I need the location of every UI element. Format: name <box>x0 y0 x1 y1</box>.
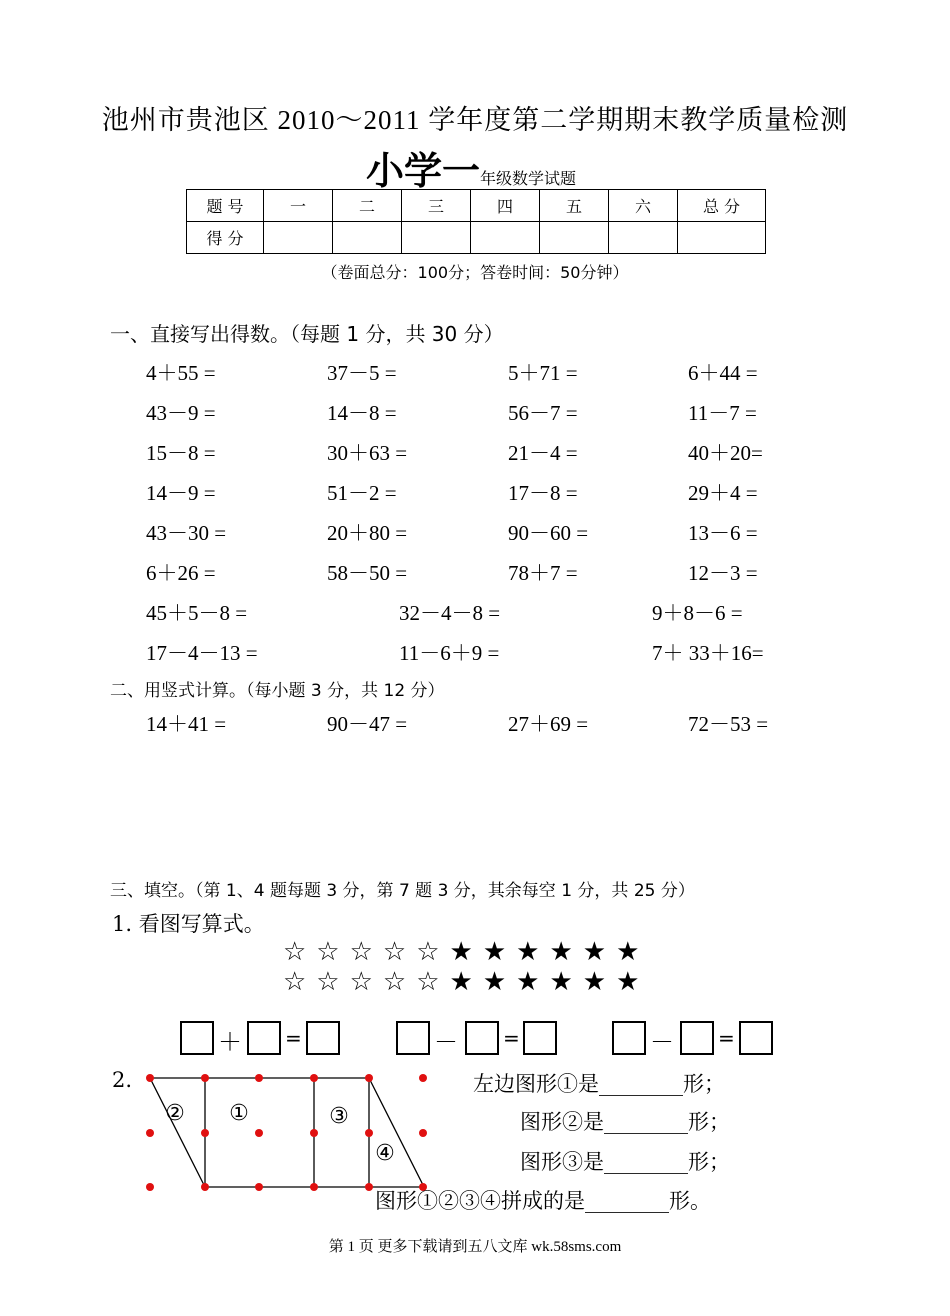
score-cell: 一 <box>264 190 333 222</box>
score-cell: 六 <box>609 190 678 222</box>
problem: 90－47 = <box>327 712 408 736</box>
grid-dot <box>365 1129 373 1137</box>
fill-line: 左边图形①是________形； <box>473 1072 725 1096</box>
fill-line: 图形②是________形； <box>520 1110 730 1134</box>
problem: 6＋44 = <box>688 361 758 385</box>
question-2-label: 2. <box>112 1068 133 1092</box>
answer-box[interactable] <box>247 1021 281 1055</box>
equals-sign: = <box>285 1026 302 1050</box>
score-cell: 五 <box>540 190 609 222</box>
problem: 12－3 = <box>688 561 758 585</box>
problem: 13－6 = <box>688 521 758 545</box>
problem: 45＋5－8 = <box>146 601 248 625</box>
score-cell: 四 <box>471 190 540 222</box>
fill-line: 图形①②③④拼成的是________形。 <box>375 1189 711 1213</box>
score-table-header-row <box>187 190 766 222</box>
grid-dot <box>365 1183 373 1191</box>
problem: 14－9 = <box>146 481 216 505</box>
problem: 40＋20= <box>688 441 763 465</box>
exam-title: 池州市贵池区 2010～2011 学年度第二学期期末教学质量检测 <box>101 105 849 135</box>
problem: 5＋71 = <box>508 361 578 385</box>
score-cell: 得 分 <box>187 222 264 254</box>
equals-sign: = <box>503 1026 520 1050</box>
problem: 43－9 = <box>146 401 216 425</box>
problem: 11－6＋9 = <box>399 641 500 665</box>
score-entry[interactable] <box>678 222 766 254</box>
score-cell: 题 号 <box>187 190 264 222</box>
score-table <box>186 189 766 254</box>
stars-row: ☆☆☆☆☆★★★★★★ <box>283 937 650 967</box>
grid-dots <box>146 1074 427 1191</box>
answer-box[interactable] <box>396 1021 430 1055</box>
problem: 20＋80 = <box>327 521 408 545</box>
grid-dot <box>201 1183 209 1191</box>
problem: 90－60 = <box>508 521 589 545</box>
score-entry[interactable] <box>333 222 402 254</box>
page-footer: 第 1 页 更多下载请到五八文库 wk.58sms.com <box>328 1239 622 1255</box>
grid-dot <box>310 1183 318 1191</box>
problem: 21－4 = <box>508 441 578 465</box>
answer-box[interactable] <box>612 1021 646 1055</box>
grid-dot <box>255 1074 263 1082</box>
grid-dot <box>255 1129 263 1137</box>
score-entry[interactable] <box>402 222 471 254</box>
problem: 32－4－8 = <box>399 601 501 625</box>
answer-box[interactable] <box>739 1021 773 1055</box>
problem: 27＋69 = <box>508 712 589 736</box>
shape-label: ① <box>229 1101 249 1126</box>
section2-heading: 二、用竖式计算。（每小题 3 分，共 12 分） <box>110 681 445 701</box>
problem: 17－4－13 = <box>146 641 258 665</box>
problem: 11－7 = <box>688 401 757 425</box>
grid-dot <box>146 1183 154 1191</box>
question-1-label: 1. 看图写算式。 <box>112 912 265 936</box>
problem: 9＋8－6 = <box>652 601 743 625</box>
plus-sign: ＋ <box>218 1028 242 1056</box>
problem: 17－8 = <box>508 481 578 505</box>
problem: 6＋26 = <box>146 561 216 585</box>
answer-box[interactable] <box>180 1021 214 1055</box>
stars-row: ☆☆☆☆☆★★★★★★ <box>283 967 650 997</box>
grid-dot <box>146 1129 154 1137</box>
answer-box[interactable] <box>523 1021 557 1055</box>
exam-subtitle <box>366 140 576 195</box>
subtitle-subject: 年级数学试题 <box>480 169 577 188</box>
answer-box[interactable] <box>680 1021 714 1055</box>
problem: 51－2 = <box>327 481 397 505</box>
problem: 15－8 = <box>146 441 216 465</box>
grid-dot <box>201 1129 209 1137</box>
shape-label: ③ <box>329 1104 349 1129</box>
score-table-score-row <box>187 222 766 254</box>
grid-dot <box>201 1074 209 1082</box>
shape-figure <box>135 1065 435 1200</box>
problem: 58－50 = <box>327 561 408 585</box>
grid-dot <box>310 1074 318 1082</box>
minus-sign: － <box>434 1028 458 1056</box>
problem: 37－5 = <box>327 361 397 385</box>
score-entry[interactable] <box>264 222 333 254</box>
minus-sign: － <box>650 1028 674 1056</box>
problem: 72－53 = <box>688 712 769 736</box>
section1-heading: 一、直接写出得数。（每题 1 分，共 30 分） <box>110 322 504 346</box>
score-entry[interactable] <box>609 222 678 254</box>
problem: 29＋4 = <box>688 481 758 505</box>
grid-dot <box>310 1129 318 1137</box>
exam-note: （卷面总分：100分；答卷时间：50分钟） <box>321 263 629 282</box>
score-cell: 总 分 <box>678 190 766 222</box>
grid-dot <box>419 1129 427 1137</box>
shape-label: ④ <box>375 1141 395 1166</box>
score-entry[interactable] <box>540 222 609 254</box>
shape-label: ② <box>165 1101 185 1126</box>
problem: 4＋55 = <box>146 361 216 385</box>
grid-dot <box>365 1074 373 1082</box>
problem: 78＋7 = <box>508 561 578 585</box>
problem: 56－7 = <box>508 401 578 425</box>
problem: 14＋41 = <box>146 712 227 736</box>
score-cell: 三 <box>402 190 471 222</box>
equals-sign: = <box>718 1026 735 1050</box>
parallelogram-outline <box>150 1078 424 1187</box>
answer-box[interactable] <box>465 1021 499 1055</box>
problem: 30＋63 = <box>327 441 408 465</box>
grid-dot <box>146 1074 154 1082</box>
section3-heading: 三、填空。（第 1、4 题每题 3 分，第 7 题 3 分，其余每空 1 分，共 25 分） <box>110 881 695 901</box>
problem: 7＋ 33＋16= <box>652 641 764 665</box>
grid-dot <box>255 1183 263 1191</box>
fill-line: 图形③是________形； <box>520 1150 730 1174</box>
score-cell: 二 <box>333 190 402 222</box>
subtitle-grade: 小学一 <box>366 149 481 193</box>
score-entry[interactable] <box>471 222 540 254</box>
grid-dot <box>419 1074 427 1082</box>
answer-box[interactable] <box>306 1021 340 1055</box>
problem: 43－30 = <box>146 521 227 545</box>
problem: 14－8 = <box>327 401 397 425</box>
